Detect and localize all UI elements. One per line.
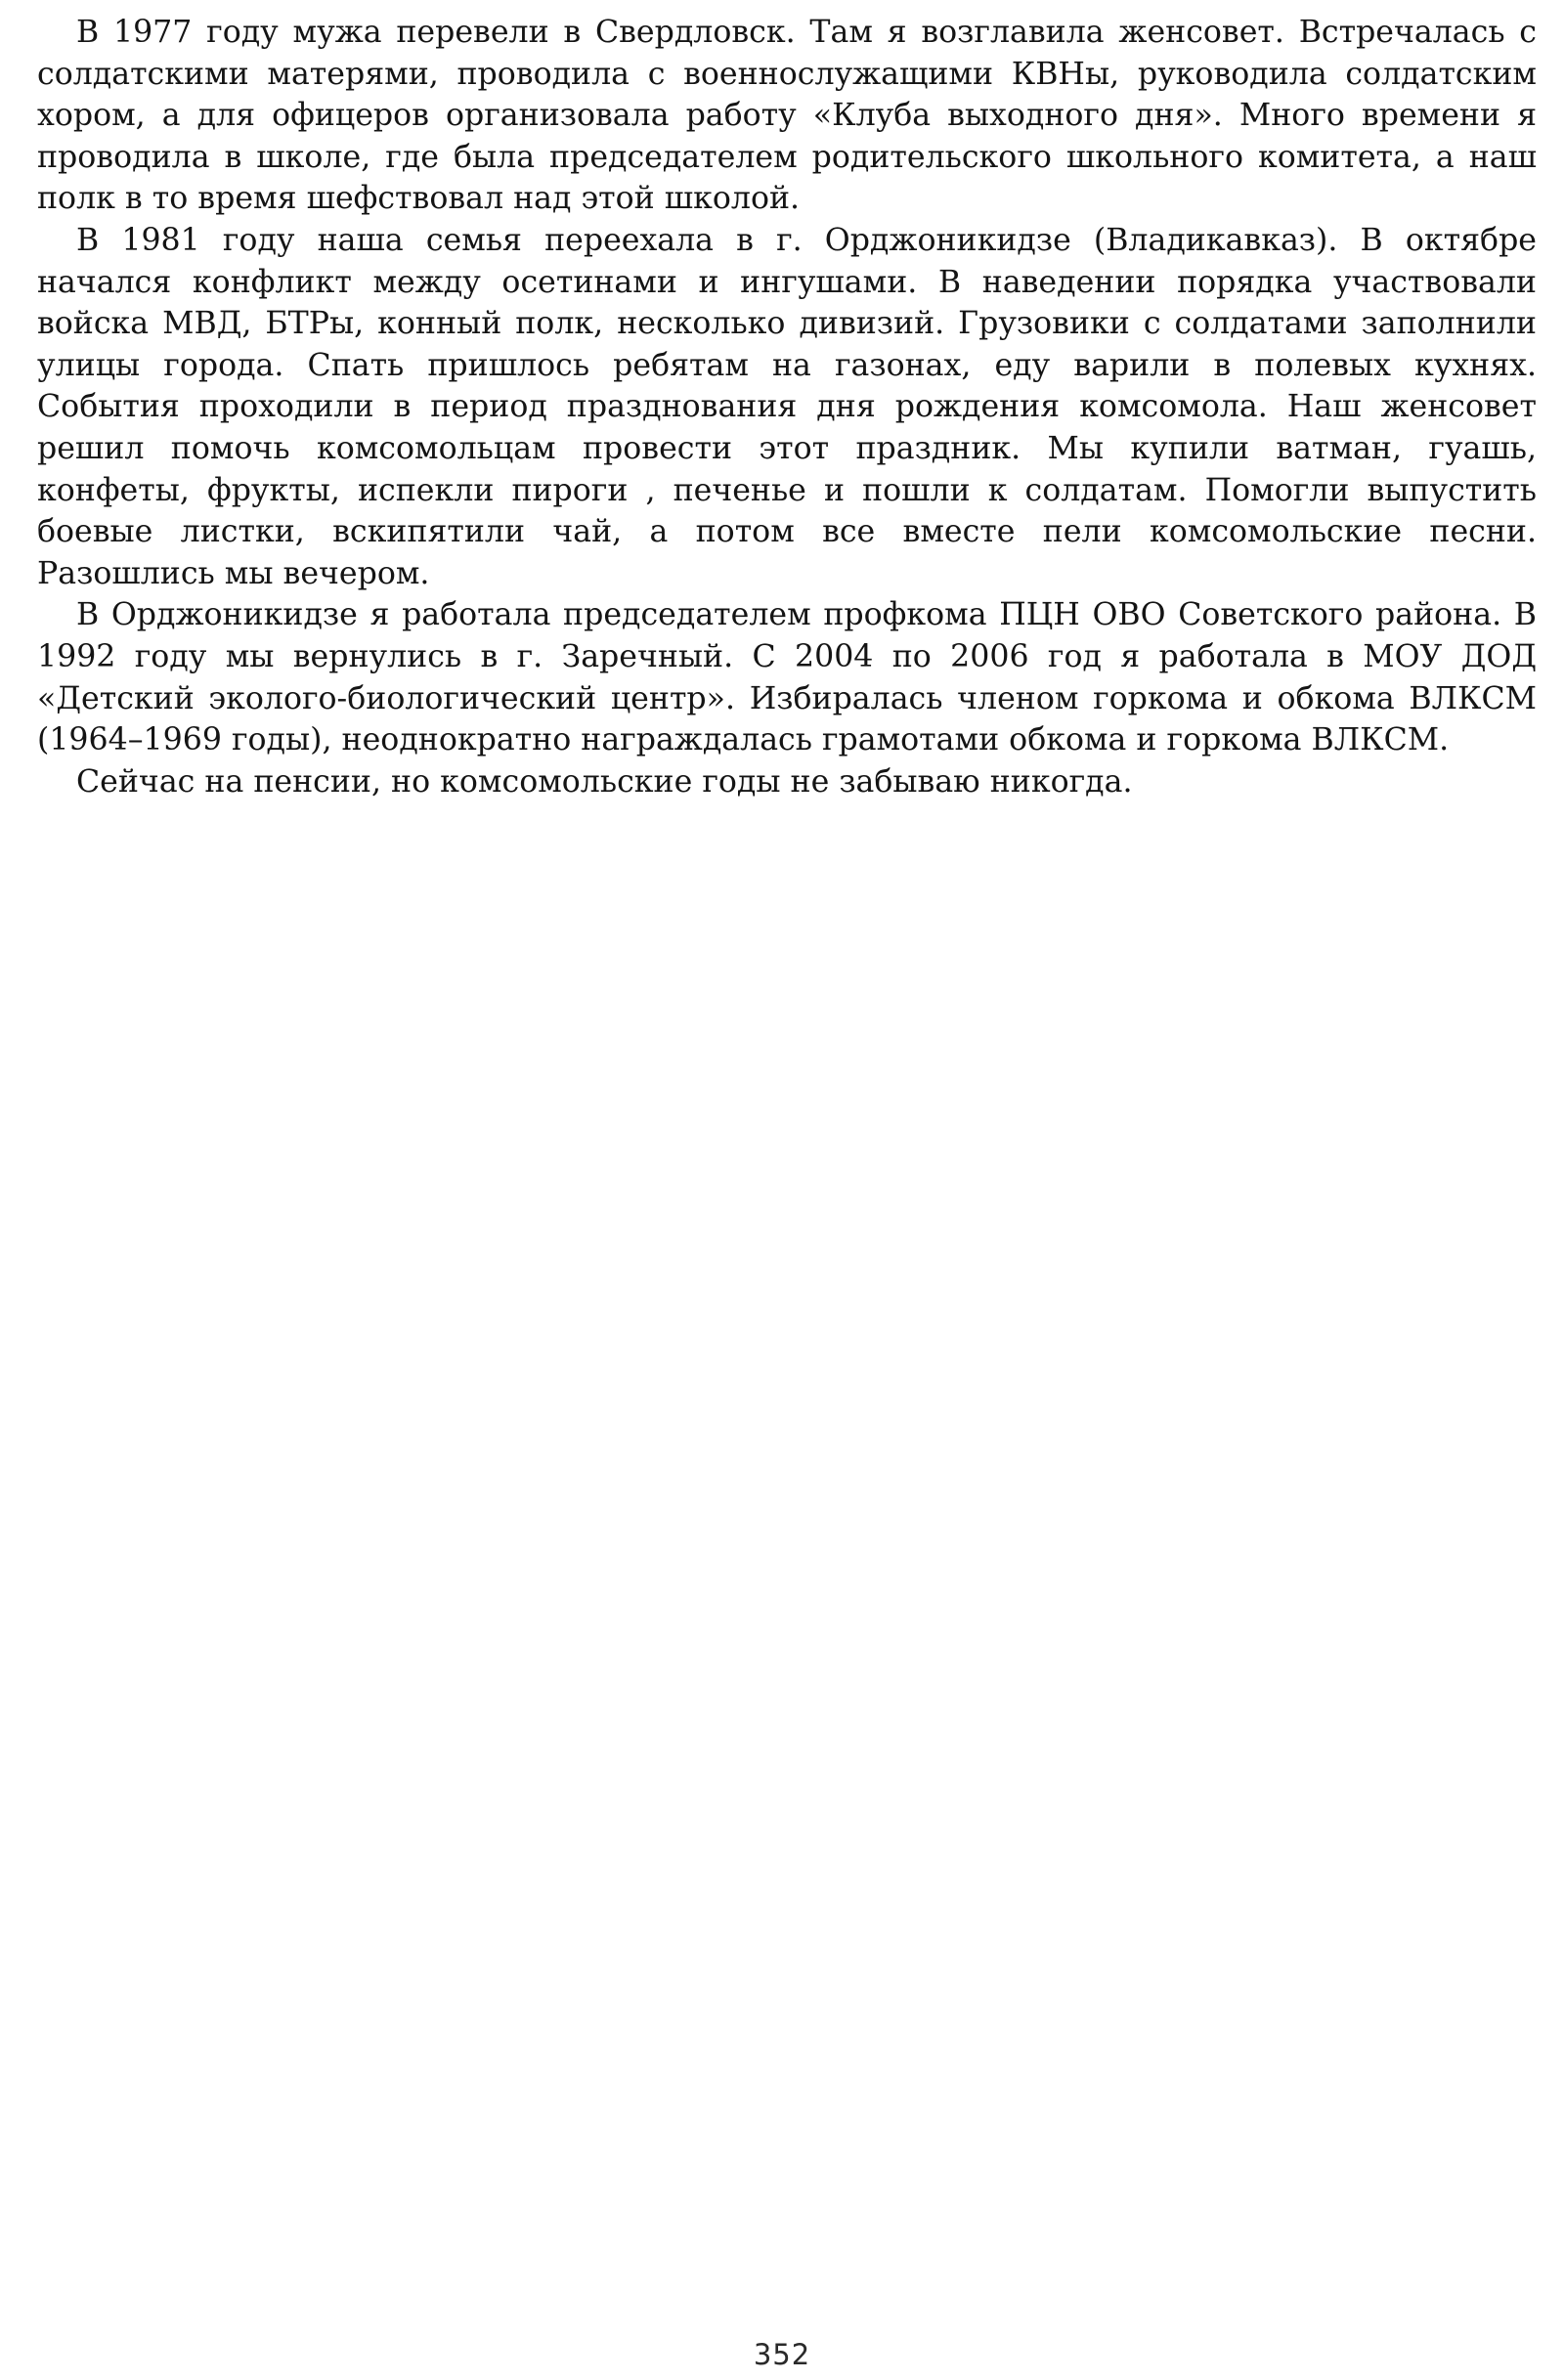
document-page [37, 12, 1537, 802]
paragraph-sverdlovsk: В 1977 году мужа перевели в Свердловск. Там я возглавила женсовет. Встречалась с солдатскими матерями, проводила с военнослужащими КВНы, руководила солдатским хором, а для офицеров организовала работу «Клуба выходного дня». Много времени я проводила в школе, где была председателем родительского школьного комитета, а наш полк в то время шефствовал над этой школой. [37, 15, 1537, 217]
paragraph-ordzhonikidze: В 1981 году наша семья переехала в г. Орджоникидзе (Владикавказ). В октябре начался конфликт между осетинами и ингушами. В наведении порядка участвовали войска МВД, БТРы, конный полк, несколько дивизий. Грузовики с солдатами заполнили улицы города. Спать пришлось ребятам на газонах, еду варили в полевых кухнях. События проходили в период празднования дня рождения комсомола. Наш женсовет решил помочь комсомольцам провести этот праздник. Мы купили ватман, гуашь, конфеты, фрукты, испекли пироги , печенье и пошли к солдатам. Помогли выпустить боевые листки, вскипятили чай, а потом все вместе пели комсомольские песни. Разошлись мы вечером. [37, 222, 1537, 591]
page-number: 352 [753, 2338, 811, 2371]
paragraph-retirement: Сейчас на пенсии, но комсомольские годы не забываю никогда. [76, 763, 1133, 800]
paragraph-work-history: В Орджоникидзе я работала председателем профкома ПЦН ОВО Советского района. В 1992 году мы вернулись в г. Заречный. С 2004 по 2006 год я работала в МОУ ДОД «Детский эколого-биологический центр». Избиралась членом горкома и обкома ВЛКСМ (1964–1969 годы), неоднократно награждалась грамотами обкома и горкома ВЛКСМ. [37, 597, 1537, 758]
